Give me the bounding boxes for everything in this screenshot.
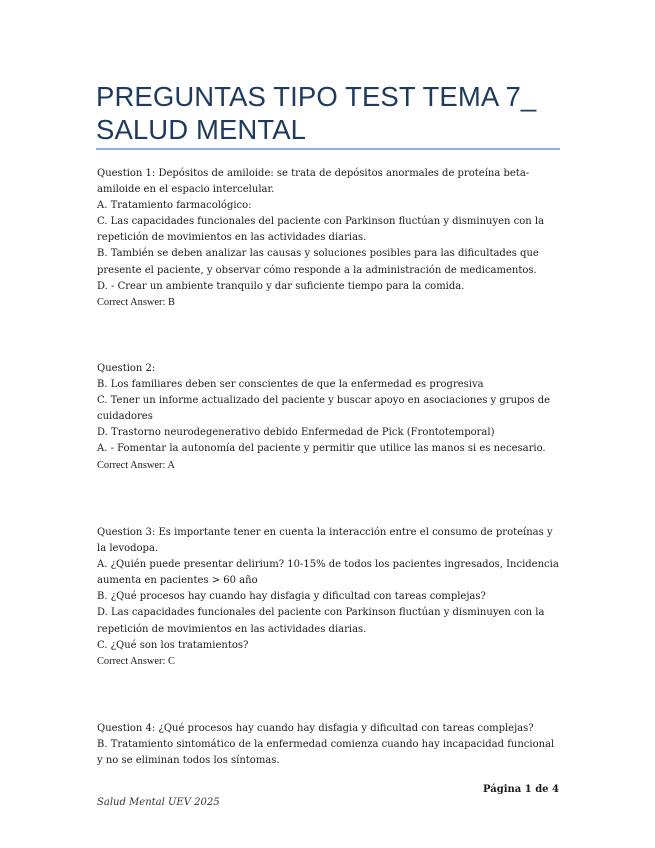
option-line: C. Tener un informe actualizado del paciente y buscar apoyo en asociaciones y grupos de cuidadores — [97, 395, 551, 423]
footer-source: Salud Mental UEV 2025 — [97, 797, 220, 808]
option-line: A. ¿Quién puede presentar delirium? 10-15% de todos los pacientes ingresados, Incidencia aumenta en pacientes > 60 año — [97, 559, 559, 587]
question-line: Question 2: — [97, 363, 156, 374]
question-line: Question 4: ¿Qué procesos hay cuando hay disfagia y dificultad con tareas complejas? — [97, 723, 534, 734]
option-line: C. ¿Qué son los tratamientos? — [97, 639, 249, 651]
option-line: B. Los familiares deben ser conscientes de que la enfermedad es progresiva — [97, 379, 484, 391]
question-block-4 — [97, 721, 559, 769]
correct-answer: Correct Answer: B — [97, 296, 175, 308]
option-line: D. - Crear un ambiente tranquilo y dar suficiente tiempo para la comida. — [97, 280, 465, 292]
option-line: A. - Fomentar la autonomía del paciente y permitir que utilice las manos si es necesario. — [97, 443, 546, 455]
option-line: B. También se deben analizar las causas y soluciones posibles para las dificultades que presente el paciente, y observar cómo responde a la administración de medicamentos. — [97, 248, 539, 276]
option-line: A. Tratamiento farmacológico: — [97, 200, 252, 212]
option-line: B. ¿Qué procesos hay cuando hay disfagia y dificultad con tareas complejas? — [97, 591, 486, 603]
question-line: Question 3: Es importante tener en cuenta la interacción entre el consumo de proteínas y la levodopa. — [97, 527, 553, 555]
page-number: Página 1 de 4 — [483, 784, 559, 795]
correct-answer: Correct Answer: C — [97, 655, 175, 667]
question-block-2 — [97, 361, 559, 474]
option-line: C. Las capacidades funcionales del paciente con Parkinson fluctúan y disminuyen con la repetición de movimientos en las actividades diarias. — [97, 216, 545, 244]
question-block-3 — [97, 525, 559, 670]
option-line: B. Tratamiento sintomático de la enfermedad comienza cuando hay incapacidad funcional y no se eliminan todos los síntomas. — [97, 739, 555, 767]
question-block-1 — [97, 166, 559, 311]
option-line: D. Trastorno neurodegenerativo debido Enfermedad de Pick (Frontotemporal) — [97, 427, 495, 439]
title-underline — [96, 148, 560, 150]
question-line: Question 1: Depósitos de amiloide: se trata de depósitos anormales de proteína beta-amiloide en el espacio intercelular. — [97, 168, 530, 196]
document-title: PREGUNTAS TIPO TEST TEMA 7_ SALUD MENTAL — [96, 81, 537, 145]
correct-answer: Correct Answer: A — [97, 459, 175, 471]
option-line: D. Las capacidades funcionales del paciente con Parkinson fluctúan y disminuyen con la repetición de movimientos en las actividades diarias. — [97, 607, 545, 635]
